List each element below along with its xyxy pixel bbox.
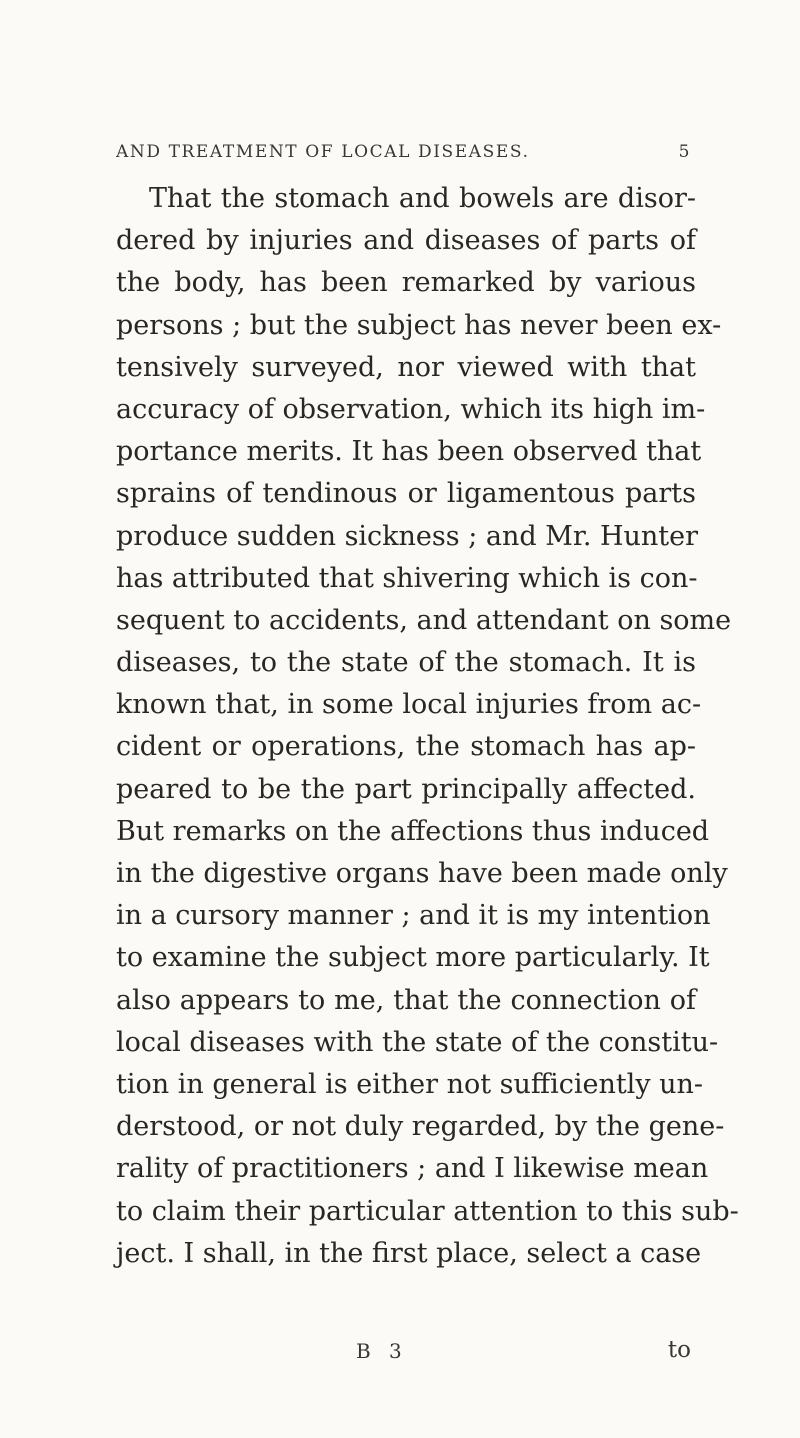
- text-line: to examine the subject more particularly. It: [116, 942, 710, 974]
- text-line: cident or operations, the stomach has ap-: [116, 731, 696, 763]
- text-line: sprains of tendinous or ligamentous parts: [116, 478, 696, 510]
- text-line: in the digestive organs have been made only: [116, 858, 728, 889]
- text-line: also appears to me, that the connection of: [116, 984, 696, 1016]
- text-line: peared to be the part principally affected.: [116, 773, 696, 805]
- text-line: diseases, to the state of the stomach. It is: [116, 647, 696, 679]
- text-line: rality of practitioners ; and I likewise mean: [116, 1153, 709, 1185]
- catchword: to: [667, 1337, 691, 1363]
- signature-mark: B 3: [356, 1339, 408, 1363]
- text-line: produce sudden sickness ; and Mr. Hunter: [116, 520, 699, 552]
- text-line: ject. I shall, in the first place, select a case: [116, 1237, 702, 1269]
- running-head: [116, 142, 691, 168]
- text-line: known that, in some local injuries from ac-: [116, 689, 702, 721]
- text-line: the body, has been remarked by various: [116, 267, 696, 299]
- page-number: 5: [678, 142, 691, 162]
- text-line: sequent to accidents, and attendant on some: [116, 604, 732, 636]
- text-line: derstood, or not duly regarded, by the gene-: [116, 1111, 725, 1143]
- text-line: That the stomach and bowels are disor-: [149, 183, 696, 214]
- text-line: portance merits. It has been observed that: [116, 436, 702, 468]
- body-paragraph: [116, 178, 739, 1275]
- text-line: to claim their particular attention to this sub-: [116, 1195, 739, 1227]
- text-line: But remarks on the affections thus induced: [116, 815, 710, 847]
- text-line: persons ; but the subject has never been ex-: [116, 309, 722, 341]
- text-line: tensively surveyed, nor viewed with that: [116, 351, 696, 383]
- text-line: dered by injuries and diseases of parts of: [116, 225, 696, 257]
- text-line: tion in general is either not sufficiently un-: [116, 1068, 704, 1100]
- text-line: local diseases with the state of the constitu-: [116, 1026, 719, 1058]
- text-line: has attributed that shivering which is con-: [116, 562, 698, 594]
- page-footer: [116, 1337, 696, 1373]
- text-line: accuracy of observation, which its high im-: [116, 393, 706, 425]
- running-title: AND TREATMENT OF LOCAL DISEASES.: [116, 142, 530, 162]
- text-line: in a cursory manner ; and it is my intention: [116, 900, 711, 932]
